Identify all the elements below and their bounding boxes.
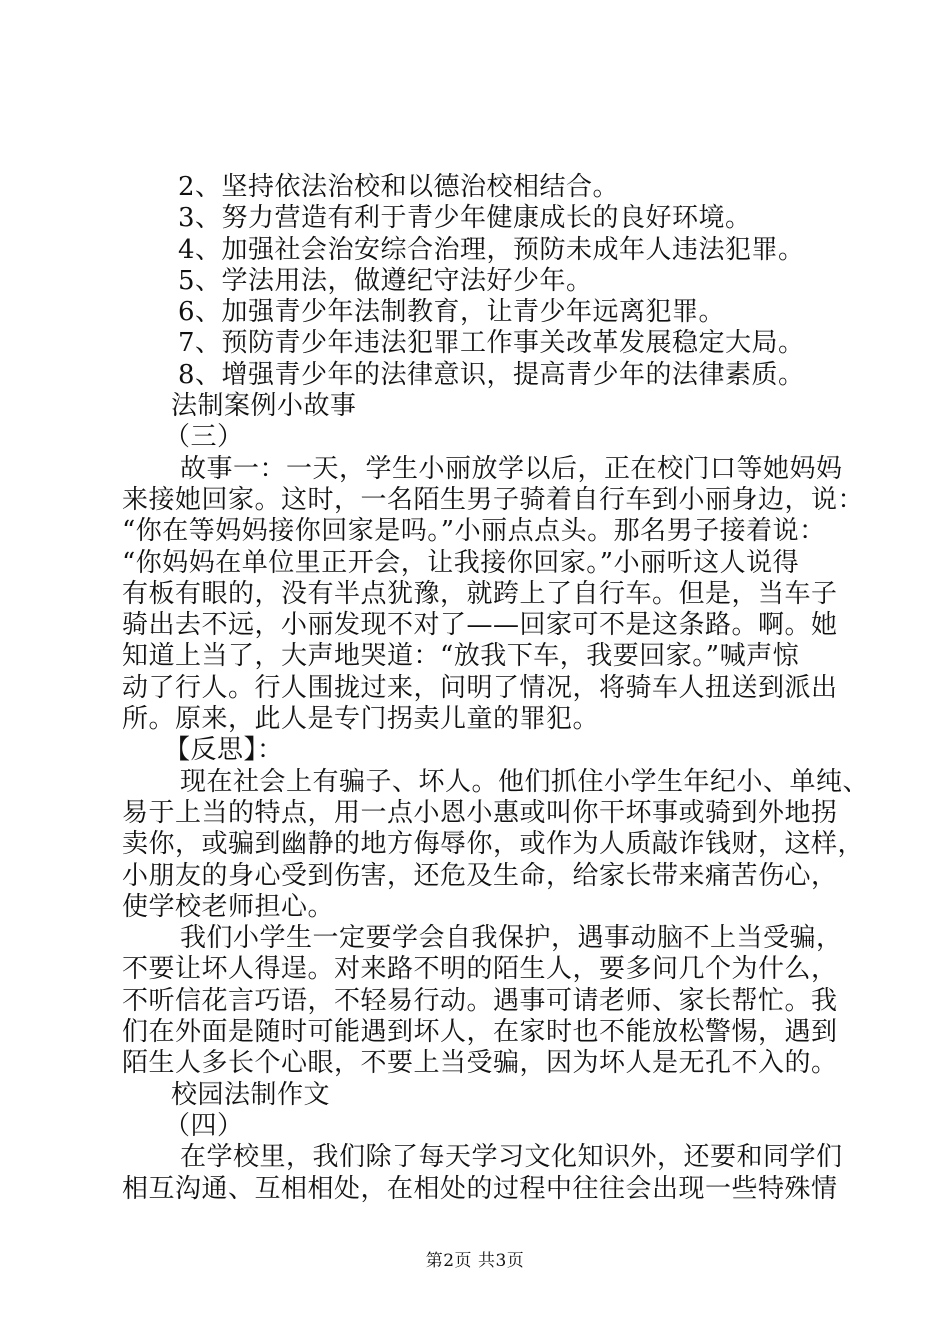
paragraph-line: 来接她回家。这时，一名陌生男子骑着自行车到小丽身边，说： — [122, 484, 865, 515]
list-item: 4、加强社会治安综合治理，预防未成年人违法犯罪。 — [178, 234, 805, 265]
paragraph-line: 相互沟通、互相相处，在相处的过程中往往会出现一些特殊情 — [122, 1173, 838, 1204]
list-item: 6、加强青少年法制教育，让青少年远离犯罪。 — [178, 297, 726, 328]
paragraph-line: 骑出去不远，小丽发现不对了——回家可不是这条路。啊。她 — [122, 610, 838, 641]
paragraph-line: 卖你，或骗到幽静的地方侮辱你，或作为人质敲诈钱财，这样， — [122, 829, 865, 860]
section-number: （三） — [164, 422, 244, 453]
paragraph-line: 故事一：一天，学生小丽放学以后，正在校门口等她妈妈 — [180, 453, 843, 484]
essay-paragraph — [122, 1142, 843, 1205]
paragraph-line: 我们小学生一定要学会自我保护，遇事动脑不上当受骗， — [180, 923, 843, 954]
paragraph-line: 陌生人多长个心眼，不要上当受骗，因为坏人是无孔不入的。 — [122, 1048, 838, 1079]
paragraph-line: “你在等妈妈接你回家是吗。”小丽点点头。那名男子接着说： — [122, 516, 826, 547]
paragraph-line: 不听信花言巧语，不轻易行动。遇事可请老师、家长帮忙。我 — [122, 985, 838, 1016]
paragraph-line: 所。原来，此人是专门拐卖儿童的罪犯。 — [122, 704, 600, 735]
advice-paragraph — [122, 923, 843, 1079]
measures-list — [122, 172, 834, 391]
list-item: 7、预防青少年违法犯罪工作事关改革发展稳定大局。 — [178, 328, 805, 359]
paragraph-line: 易于上当的特点，用一点小恩小惠或叫你干坏事或骑到外地拐 — [122, 797, 838, 828]
paragraph-line: 现在社会上有骗子、坏人。他们抓住小学生年纪小、单纯、 — [180, 766, 870, 797]
story-paragraph — [122, 453, 865, 736]
section-heading: 校园法制作文 — [171, 1079, 331, 1110]
paragraph-line: 知道上当了，大声地哭道：“放我下车，我要回家。”喊声惊 — [122, 641, 800, 672]
list-item: 5、学法用法，做遵纪守法好少年。 — [178, 265, 593, 296]
paragraph-line: 使学校老师担心。 — [122, 891, 335, 922]
section-number: （四） — [164, 1110, 244, 1141]
paragraph-line: 们在外面是随时可能遇到坏人，在家时也不能放松警惕，遇到 — [122, 1017, 838, 1048]
paragraph-line: 有板有眼的，没有半点犹豫，就跨上了自行车。但是，当车子 — [122, 578, 838, 609]
list-item: 8、增强青少年的法律意识，提高青少年的法律素质。 — [178, 359, 805, 390]
list-item: 2、坚持依法治校和以德治校相结合。 — [178, 172, 620, 202]
paragraph-line: 小朋友的身心受到伤害，还危及生命，给家长带来痛苦伤心， — [122, 860, 838, 891]
paragraph-line: “你妈妈在单位里正开会，让我接你回家。”小丽听这人说得 — [122, 547, 800, 578]
list-item: 3、努力营造有利于青少年健康成长的良好环境。 — [178, 203, 752, 234]
paragraph-line: 在学校里，我们除了每天学习文化知识外，还要和同学们 — [180, 1142, 843, 1173]
section-heading: 法制案例小故事 — [171, 391, 357, 422]
page-content — [122, 172, 870, 1205]
reflection-paragraph — [122, 766, 870, 923]
paragraph-line: 不要让坏人得逞。对来路不明的陌生人，要多问几个为什么， — [122, 954, 838, 985]
page-footer: 第2页 共3页 — [425, 1251, 525, 1271]
reflection-label: 【反思】： — [164, 735, 284, 766]
paragraph-line: 动了行人。行人围拢过来，问明了情况，将骑车人扭送到派出 — [122, 672, 838, 703]
